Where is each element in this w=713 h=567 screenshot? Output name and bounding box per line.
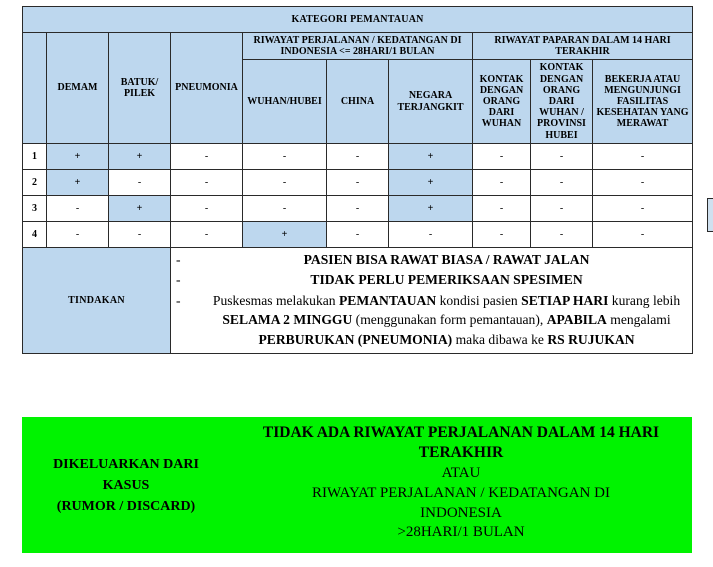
cell-kontak-orang-wuhan: - (473, 221, 531, 247)
cell-bekerja-fasilitas-kesehatan: - (593, 221, 693, 247)
cell-demam: + (47, 143, 109, 169)
cell-china: - (327, 221, 389, 247)
discard-line-4: RIWAYAT PERJALANAN / KEDATANGAN DI (312, 484, 610, 501)
table-row (23, 221, 693, 247)
cell-kontak-orang-hubei: - (531, 221, 593, 247)
cell-batuk-pilek: - (109, 221, 171, 247)
col-header-pneumonia: PNEUMONIA (171, 33, 243, 144)
tindakan-list (172, 250, 691, 350)
cell-kontak-orang-wuhan: - (473, 143, 531, 169)
discard-criteria-text (230, 417, 692, 553)
cell-pneumonia: - (171, 195, 243, 221)
discard-line-5: INDONESIA (420, 504, 502, 521)
cell-negara-terjangkit: + (389, 169, 473, 195)
list-item (172, 250, 691, 270)
page-edge-sliver (707, 198, 713, 232)
col-header-kontak-orang-hubei: KONTAK DENGAN ORANG DARI WUHAN / PROVINSI HUBEI (531, 60, 593, 143)
table-title-row (23, 7, 693, 33)
group-header-exposure-history: RIWAYAT PAPARAN DALAM 14 HARI TERAKHIR (473, 33, 693, 60)
table-row (23, 143, 693, 169)
cell-china: - (327, 143, 389, 169)
kategori-pemantauan-table-wrapper (22, 6, 692, 354)
row-number: 2 (23, 169, 47, 195)
col-header-rownum (23, 33, 47, 144)
page-title: KATEGORI PEMANTAUAN (23, 7, 693, 33)
col-header-negara-terjangkit: NEGARA TERJANGKIT (389, 60, 473, 143)
discard-line-3: ATAU (441, 464, 481, 481)
row-number: 3 (23, 195, 47, 221)
cell-batuk-pilek: - (109, 169, 171, 195)
cell-demam: - (47, 195, 109, 221)
cell-bekerja-fasilitas-kesehatan: - (593, 195, 693, 221)
col-header-demam: DEMAM (47, 33, 109, 144)
discard-label-line-2: KASUS (102, 477, 150, 493)
col-header-wuhan-hubei: WUHAN/HUBEI (243, 60, 327, 143)
cell-china: - (327, 195, 389, 221)
discard-row (22, 417, 692, 553)
discard-criteria-table (22, 417, 692, 553)
discard-line-1: TIDAK ADA RIWAYAT PERJALANAN DALAM 14 HARI (262, 424, 660, 441)
cell-wuhan-hubei: - (243, 143, 327, 169)
cell-wuhan-hubei: - (243, 169, 327, 195)
group-header-travel-history: RIWAYAT PERJALANAN / KEDATANGAN DI INDONESIA <= 28HARI/1 BULAN (243, 33, 473, 60)
cell-batuk-pilek: + (109, 143, 171, 169)
table-row (23, 195, 693, 221)
bullet-dash: - (176, 251, 181, 267)
cell-demam: - (47, 221, 109, 247)
group-header-row (23, 33, 693, 60)
cell-kontak-orang-hubei: - (531, 195, 593, 221)
cell-kontak-orang-hubei: - (531, 169, 593, 195)
cell-demam: + (47, 169, 109, 195)
col-header-china: CHINA (327, 60, 389, 143)
cell-bekerja-fasilitas-kesehatan: - (593, 143, 693, 169)
cell-batuk-pilek: + (109, 195, 171, 221)
cell-china: - (327, 169, 389, 195)
table-row (23, 169, 693, 195)
tindakan-item-text: TIDAK PERLU PEMERIKSAAN SPESIMEN (310, 272, 583, 288)
list-item (172, 270, 691, 290)
cell-kontak-orang-hubei: - (531, 143, 593, 169)
col-header-kontak-orang-wuhan: KONTAK DENGAN ORANG DARI WUHAN (473, 60, 531, 143)
tindakan-item-text: PASIEN BISA RAWAT BIASA / RAWAT JALAN (303, 251, 590, 267)
discard-line-2: TERAKHIR (418, 444, 504, 462)
cell-kontak-orang-wuhan: - (473, 169, 531, 195)
tindakan-content (171, 247, 693, 353)
kategori-pemantauan-table (22, 6, 693, 354)
cell-wuhan-hubei: - (243, 195, 327, 221)
cell-pneumonia: - (171, 221, 243, 247)
discard-label (22, 417, 230, 553)
list-item (172, 291, 691, 350)
cell-pneumonia: - (171, 169, 243, 195)
row-number: 4 (23, 221, 47, 247)
col-header-batuk-pilek: BATUK/ PILEK (109, 33, 171, 144)
row-number: 1 (23, 143, 47, 169)
cell-wuhan-hubei: + (243, 221, 327, 247)
cell-negara-terjangkit: + (389, 195, 473, 221)
tindakan-item-text: Puskesmas melakukan PEMANTAUAN kondisi pasien SETIAP HARI kurang lebih SELAMA 2 MINGGU (menggunakan form pemantauan), APABILA mengalami PERBURUKAN (PNEUMONIA) maka dibawa ke RS RUJUKAN (212, 292, 681, 347)
tindakan-label: TINDAKAN (23, 247, 171, 353)
bullet-dash: - (176, 292, 181, 308)
tindakan-row (23, 247, 693, 353)
col-header-bekerja-fasilitas-kesehatan: BEKERJA ATAU MENGUNJUNGI FASILITAS KESEHATAN YANG MERAWAT (593, 60, 693, 143)
cell-bekerja-fasilitas-kesehatan: - (593, 169, 693, 195)
discard-label-line-3: (RUMOR / DISCARD) (56, 498, 196, 514)
cell-pneumonia: - (171, 143, 243, 169)
discard-line-6: >28HARI/1 BULAN (397, 524, 525, 541)
cell-negara-terjangkit: + (389, 143, 473, 169)
discard-label-line-1: DIKELUARKAN DARI (53, 456, 199, 472)
cell-negara-terjangkit: - (389, 221, 473, 247)
cell-kontak-orang-wuhan: - (473, 195, 531, 221)
bullet-dash: - (176, 272, 181, 288)
